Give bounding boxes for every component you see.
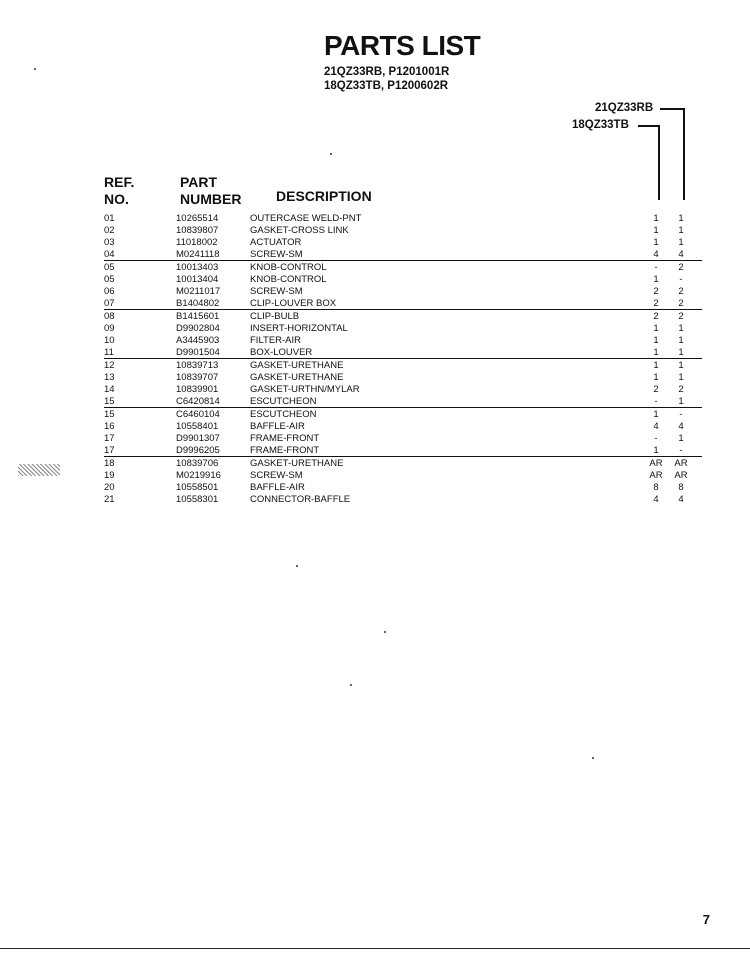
cell-description: SCREW-SM xyxy=(250,249,303,260)
cell-qty-21qz33rb: 1 xyxy=(678,433,684,444)
cell-description: GASKET-CROSS LINK xyxy=(250,225,349,236)
cell-ref: 15 xyxy=(104,409,115,420)
cell-qty-18qz33tb: - xyxy=(654,433,658,444)
cell-description: FRAME-FRONT xyxy=(250,445,320,456)
cell-ref: 11 xyxy=(104,347,114,358)
cell-part-number: D9996205 xyxy=(176,445,220,456)
cell-qty-18qz33tb: 2 xyxy=(653,384,659,395)
cell-qty-18qz33tb: 1 xyxy=(653,347,659,358)
table-row xyxy=(0,421,750,433)
cell-ref: 18 xyxy=(104,458,115,469)
cell-qty-21qz33rb: 1 xyxy=(678,372,684,383)
table-row xyxy=(0,335,750,347)
cell-qty-18qz33tb: 2 xyxy=(653,286,659,297)
cell-part-number: 10839713 xyxy=(176,360,219,371)
table-row xyxy=(0,237,750,249)
cell-part-number: C6460104 xyxy=(176,409,220,420)
cell-qty-18qz33tb: 2 xyxy=(653,311,659,322)
cell-ref: 20 xyxy=(104,482,115,493)
cell-ref: 01 xyxy=(104,213,115,224)
cell-qty-21qz33rb: - xyxy=(679,445,683,456)
table-row xyxy=(0,384,750,396)
cell-qty-18qz33tb: 8 xyxy=(653,482,659,493)
cell-qty-18qz33tb: 1 xyxy=(653,225,659,236)
cell-ref: 02 xyxy=(104,225,115,236)
cell-ref: 05 xyxy=(104,262,115,273)
table-row xyxy=(0,372,750,384)
cell-qty-21qz33rb: 4 xyxy=(678,494,684,505)
cell-part-number: 10013404 xyxy=(176,274,219,285)
cell-part-number: 10013403 xyxy=(176,262,219,273)
cell-qty-21qz33rb: 1 xyxy=(678,237,684,248)
cell-ref: 05 xyxy=(104,274,115,285)
table-row xyxy=(0,494,750,506)
table-row xyxy=(0,458,750,470)
cell-qty-21qz33rb: 4 xyxy=(678,249,684,260)
cell-description: FRAME-FRONT xyxy=(250,433,320,444)
scan-speck xyxy=(34,68,36,70)
cell-qty-21qz33rb: 8 xyxy=(678,482,684,493)
cell-ref: 07 xyxy=(104,298,115,309)
cell-part-number: M0241118 xyxy=(176,249,220,260)
bracket-line-18qz33tb xyxy=(638,125,659,127)
cell-part-number: B1415601 xyxy=(176,311,220,322)
models-line-2: 18QZ33TB, P1200602R xyxy=(324,80,449,92)
bracket-line-21qz33rb xyxy=(660,108,684,110)
cell-description: BAFFLE-AIR xyxy=(250,482,305,493)
cell-qty-18qz33tb: 1 xyxy=(653,335,659,346)
cell-description: ACTUATOR xyxy=(250,237,302,248)
column-model-21qz33rb: 21QZ33RB xyxy=(595,102,654,114)
cell-qty-18qz33tb: AR xyxy=(649,470,663,481)
cell-part-number: 10839901 xyxy=(176,384,219,395)
scan-speck xyxy=(330,153,332,155)
cell-qty-18qz33tb: 1 xyxy=(653,360,659,371)
cell-qty-18qz33tb: 2 xyxy=(653,298,659,309)
table-row xyxy=(0,409,750,421)
models-line-1: 21QZ33RB, P1201001R xyxy=(324,66,450,78)
cell-part-number: D9902804 xyxy=(176,323,220,334)
cell-description: FILTER-AIR xyxy=(250,335,302,346)
cell-description: BOX-LOUVER xyxy=(250,347,313,358)
cell-qty-21qz33rb: AR xyxy=(674,470,688,481)
group-separator xyxy=(104,407,702,408)
table-row xyxy=(0,213,750,225)
cell-qty-21qz33rb: - xyxy=(679,274,683,285)
cell-description: GASKET-URETHANE xyxy=(250,360,344,371)
cell-qty-18qz33tb: 1 xyxy=(653,274,659,285)
cell-part-number: D9901504 xyxy=(176,347,220,358)
cell-ref: 13 xyxy=(104,372,115,383)
table-row xyxy=(0,262,750,274)
cell-qty-21qz33rb: 1 xyxy=(678,335,684,346)
cell-qty-18qz33tb: 1 xyxy=(653,445,659,456)
header-ref-line1: REF. xyxy=(104,174,135,190)
cell-part-number: 10558401 xyxy=(176,421,219,432)
cell-description: OUTERCASE WELD-PNT xyxy=(250,213,362,224)
cell-qty-18qz33tb: AR xyxy=(649,458,663,469)
table-row xyxy=(0,311,750,323)
table-row xyxy=(0,323,750,335)
column-model-18qz33tb: 18QZ33TB xyxy=(572,119,629,131)
cell-part-number: C6420814 xyxy=(176,396,220,407)
cell-description: INSERT-HORIZONTAL xyxy=(250,323,348,334)
cell-part-number: 10839706 xyxy=(176,458,219,469)
page-number: 7 xyxy=(702,912,710,927)
cell-part-number: M0211017 xyxy=(176,286,221,297)
group-separator xyxy=(104,309,702,310)
table-row xyxy=(0,274,750,286)
table-row xyxy=(0,482,750,494)
scan-speck xyxy=(384,631,386,633)
scan-speck xyxy=(350,684,352,686)
cell-part-number: 10558301 xyxy=(176,494,219,505)
cell-description: BAFFLE-AIR xyxy=(250,421,305,432)
cell-description: CONNECTOR-BAFFLE xyxy=(250,494,351,505)
page-title: PARTS LIST xyxy=(324,30,481,61)
table-row xyxy=(0,360,750,372)
cell-part-number: M0219916 xyxy=(176,470,221,481)
cell-description: GASKET-URETHANE xyxy=(250,372,344,383)
footer-rule xyxy=(0,948,750,949)
group-separator xyxy=(104,358,702,359)
cell-description: KNOB-CONTROL xyxy=(250,262,327,273)
cell-qty-21qz33rb: 2 xyxy=(678,384,684,395)
cell-qty-21qz33rb: 1 xyxy=(678,360,684,371)
scan-speck xyxy=(296,565,298,567)
cell-ref: 04 xyxy=(104,249,115,260)
cell-qty-21qz33rb: - xyxy=(679,409,683,420)
cell-qty-18qz33tb: 1 xyxy=(653,409,659,420)
cell-ref: 09 xyxy=(104,323,115,334)
cell-qty-18qz33tb: 4 xyxy=(653,494,659,505)
header-part-line2: NUMBER xyxy=(180,191,242,207)
cell-ref: 17 xyxy=(104,445,115,456)
cell-qty-18qz33tb: - xyxy=(654,262,658,273)
cell-part-number: A3445903 xyxy=(176,335,220,346)
cell-ref: 03 xyxy=(104,237,115,248)
header-description: DESCRIPTION xyxy=(276,188,372,204)
cell-qty-18qz33tb: - xyxy=(654,396,658,407)
cell-qty-21qz33rb: AR xyxy=(674,458,688,469)
cell-ref: 12 xyxy=(104,360,115,371)
cell-qty-18qz33tb: 1 xyxy=(653,213,659,224)
table-row xyxy=(0,286,750,298)
cell-qty-21qz33rb: 2 xyxy=(678,262,684,273)
cell-description: GASKET-URTHN/MYLAR xyxy=(250,384,360,395)
cell-ref: 06 xyxy=(104,286,115,297)
cell-qty-21qz33rb: 1 xyxy=(678,347,684,358)
cell-qty-21qz33rb: 4 xyxy=(678,421,684,432)
cell-part-number: 10558501 xyxy=(176,482,219,493)
cell-description: GASKET-URETHANE xyxy=(250,458,344,469)
group-separator xyxy=(104,260,702,261)
cell-qty-21qz33rb: 2 xyxy=(678,311,684,322)
cell-qty-18qz33tb: 1 xyxy=(653,237,659,248)
cell-description: CLIP-BULB xyxy=(250,311,300,322)
scan-smudge xyxy=(18,464,60,476)
cell-qty-21qz33rb: 2 xyxy=(678,298,684,309)
table-row xyxy=(0,433,750,445)
scan-speck xyxy=(592,757,594,759)
bracket-vline-21qz33rb xyxy=(683,108,685,200)
cell-qty-21qz33rb: 1 xyxy=(678,213,684,224)
cell-part-number: B1404802 xyxy=(176,298,220,309)
cell-qty-21qz33rb: 1 xyxy=(678,396,684,407)
header-part-line1: PART xyxy=(180,174,218,190)
cell-ref: 14 xyxy=(104,384,115,395)
cell-ref: 15 xyxy=(104,396,115,407)
cell-description: KNOB-CONTROL xyxy=(250,274,327,285)
cell-qty-21qz33rb: 2 xyxy=(678,286,684,297)
cell-description: ESCUTCHEON xyxy=(250,396,317,407)
cell-qty-21qz33rb: 1 xyxy=(678,323,684,334)
cell-ref: 19 xyxy=(104,470,115,481)
cell-qty-18qz33tb: 4 xyxy=(653,249,659,260)
cell-ref: 21 xyxy=(104,494,115,505)
cell-description: SCREW-SM xyxy=(250,286,303,297)
cell-part-number: 11018002 xyxy=(176,237,218,248)
cell-qty-21qz33rb: 1 xyxy=(678,225,684,236)
table-row xyxy=(0,470,750,482)
cell-ref: 08 xyxy=(104,311,115,322)
group-separator xyxy=(104,456,702,457)
cell-description: ESCUTCHEON xyxy=(250,409,317,420)
cell-qty-18qz33tb: 4 xyxy=(653,421,659,432)
cell-part-number: 10265514 xyxy=(176,213,219,224)
cell-ref: 10 xyxy=(104,335,115,346)
cell-part-number: 10839807 xyxy=(176,225,219,236)
table-row xyxy=(0,225,750,237)
header-ref-line2: NO. xyxy=(104,191,129,207)
cell-part-number: 10839707 xyxy=(176,372,219,383)
cell-ref: 17 xyxy=(104,433,115,444)
cell-part-number: D9901307 xyxy=(176,433,220,444)
cell-description: CLIP-LOUVER BOX xyxy=(250,298,337,309)
cell-qty-18qz33tb: 1 xyxy=(653,372,659,383)
bracket-vline-18qz33tb xyxy=(658,125,660,200)
cell-description: SCREW-SM xyxy=(250,470,303,481)
cell-ref: 16 xyxy=(104,421,115,432)
cell-qty-18qz33tb: 1 xyxy=(653,323,659,334)
